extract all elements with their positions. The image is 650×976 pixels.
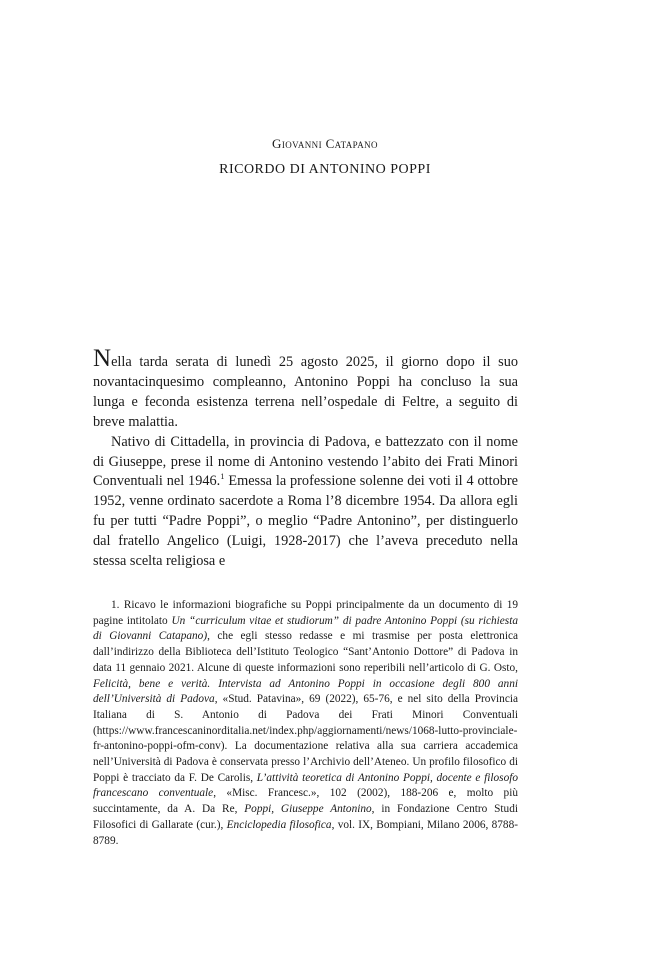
footnote-cited-title: Un “curriculum vitae et studiorum” di padre Antonino Poppi (su richiesta di Giovanni Catapano) bbox=[93, 614, 518, 643]
body-paragraph-2 bbox=[93, 433, 518, 572]
footnote-reference[interactable]: 1 bbox=[220, 471, 225, 482]
article-title: RICORDO DI ANTONINO POPPI bbox=[219, 162, 431, 177]
footnote-text: , «Stud. Patavina», 69 (2022), 65-76, e nel sito della Provincia Italiana di S. Antonio di Padova dei Frati Minori Conventuali (https://www.francescaninorditalia.net/index.php/aggiornamenti/news/1068-lutto-provinciale-fr-antonino-poppi-ofm-conv). La documentazione relativa alla sua carriera accademica nell’Università di Padova è conservata presso l’Archivio dell’Ateneo. Un profilo filosofico di Poppi è tracciato da F. De Carolis, bbox=[93, 693, 519, 784]
footnote-text: Ricavo le informazioni biografiche su Poppi principalmente da un documento di 19 pagine intitolato bbox=[93, 599, 518, 627]
footnote-cited-title: L’attività teoretica di Antonino Poppi, docente e filosofo francescano conventuale bbox=[93, 771, 519, 800]
footnote-cited-title: Poppi, Giuseppe Antonino bbox=[244, 803, 372, 816]
body-text bbox=[93, 345, 518, 572]
author-name: Giovanni Catapano bbox=[272, 136, 378, 151]
footnote-text: , che egli stesso redasse e mi trasmise per posta elettronica dall’indirizzo della Biblioteca dell’Istituto Teologico “Sant’Antonio Dottore” di Padova in data 11 gennaio 2021. Alcune di queste informazioni sono reperibili nell’articolo di G. Osto, bbox=[93, 630, 519, 674]
footnote-1 bbox=[93, 598, 518, 849]
footnote-text: , in Fondazione Centro Studi Filosofici di Gallarate (cur.), bbox=[93, 803, 518, 831]
body-paragraph-2-text-a: Nativo di Cittadella, in provincia di Padova, e battezzato con il nome di Giuseppe, prese il nome di Antonino vestendo l’abito dei Frati Minori Conventuali nel 1946. bbox=[93, 433, 518, 490]
footnote-cited-title: Felicità, bene e verità. Intervista ad Antonino Poppi in occasione degli 800 anni dell’Università di Padova bbox=[93, 677, 518, 706]
footnote-text: , «Misc. Francesc.», 102 (2002), 188-206 e, molto più succintamente, da A. Da Re, bbox=[93, 787, 518, 816]
footnote-number: 1. bbox=[111, 599, 120, 611]
body-paragraph-2-text-b: Emessa la professione solenne dei voti il 4 ottobre 1952, venne ordinato sacerdote a Roma l’8 dicembre 1954. Da allora egli fu per tutti “Padre Poppi”, o meglio “Padre Antonino”, per distinguerlo dal fratello Angelico (Luigi, 1928-2017) che l’aveva preceduto nella stessa scelta religiosa e bbox=[93, 473, 518, 570]
footnote-text: , vol. IX, Bompiani, Milano 2006, 8788-8789. bbox=[93, 818, 518, 847]
body-paragraph-1: Nella tarda serata di lunedì 25 agosto 2025, il giorno dopo il suo novantacinquesimo compleanno, Antonino Poppi ha concluso la sua lunga e feconda esistenza terrena nell’ospedale di Feltre, a seguito di breve malattia. bbox=[93, 345, 518, 430]
footnote-cited-title: Enciclopedia filosofica bbox=[226, 818, 332, 831]
